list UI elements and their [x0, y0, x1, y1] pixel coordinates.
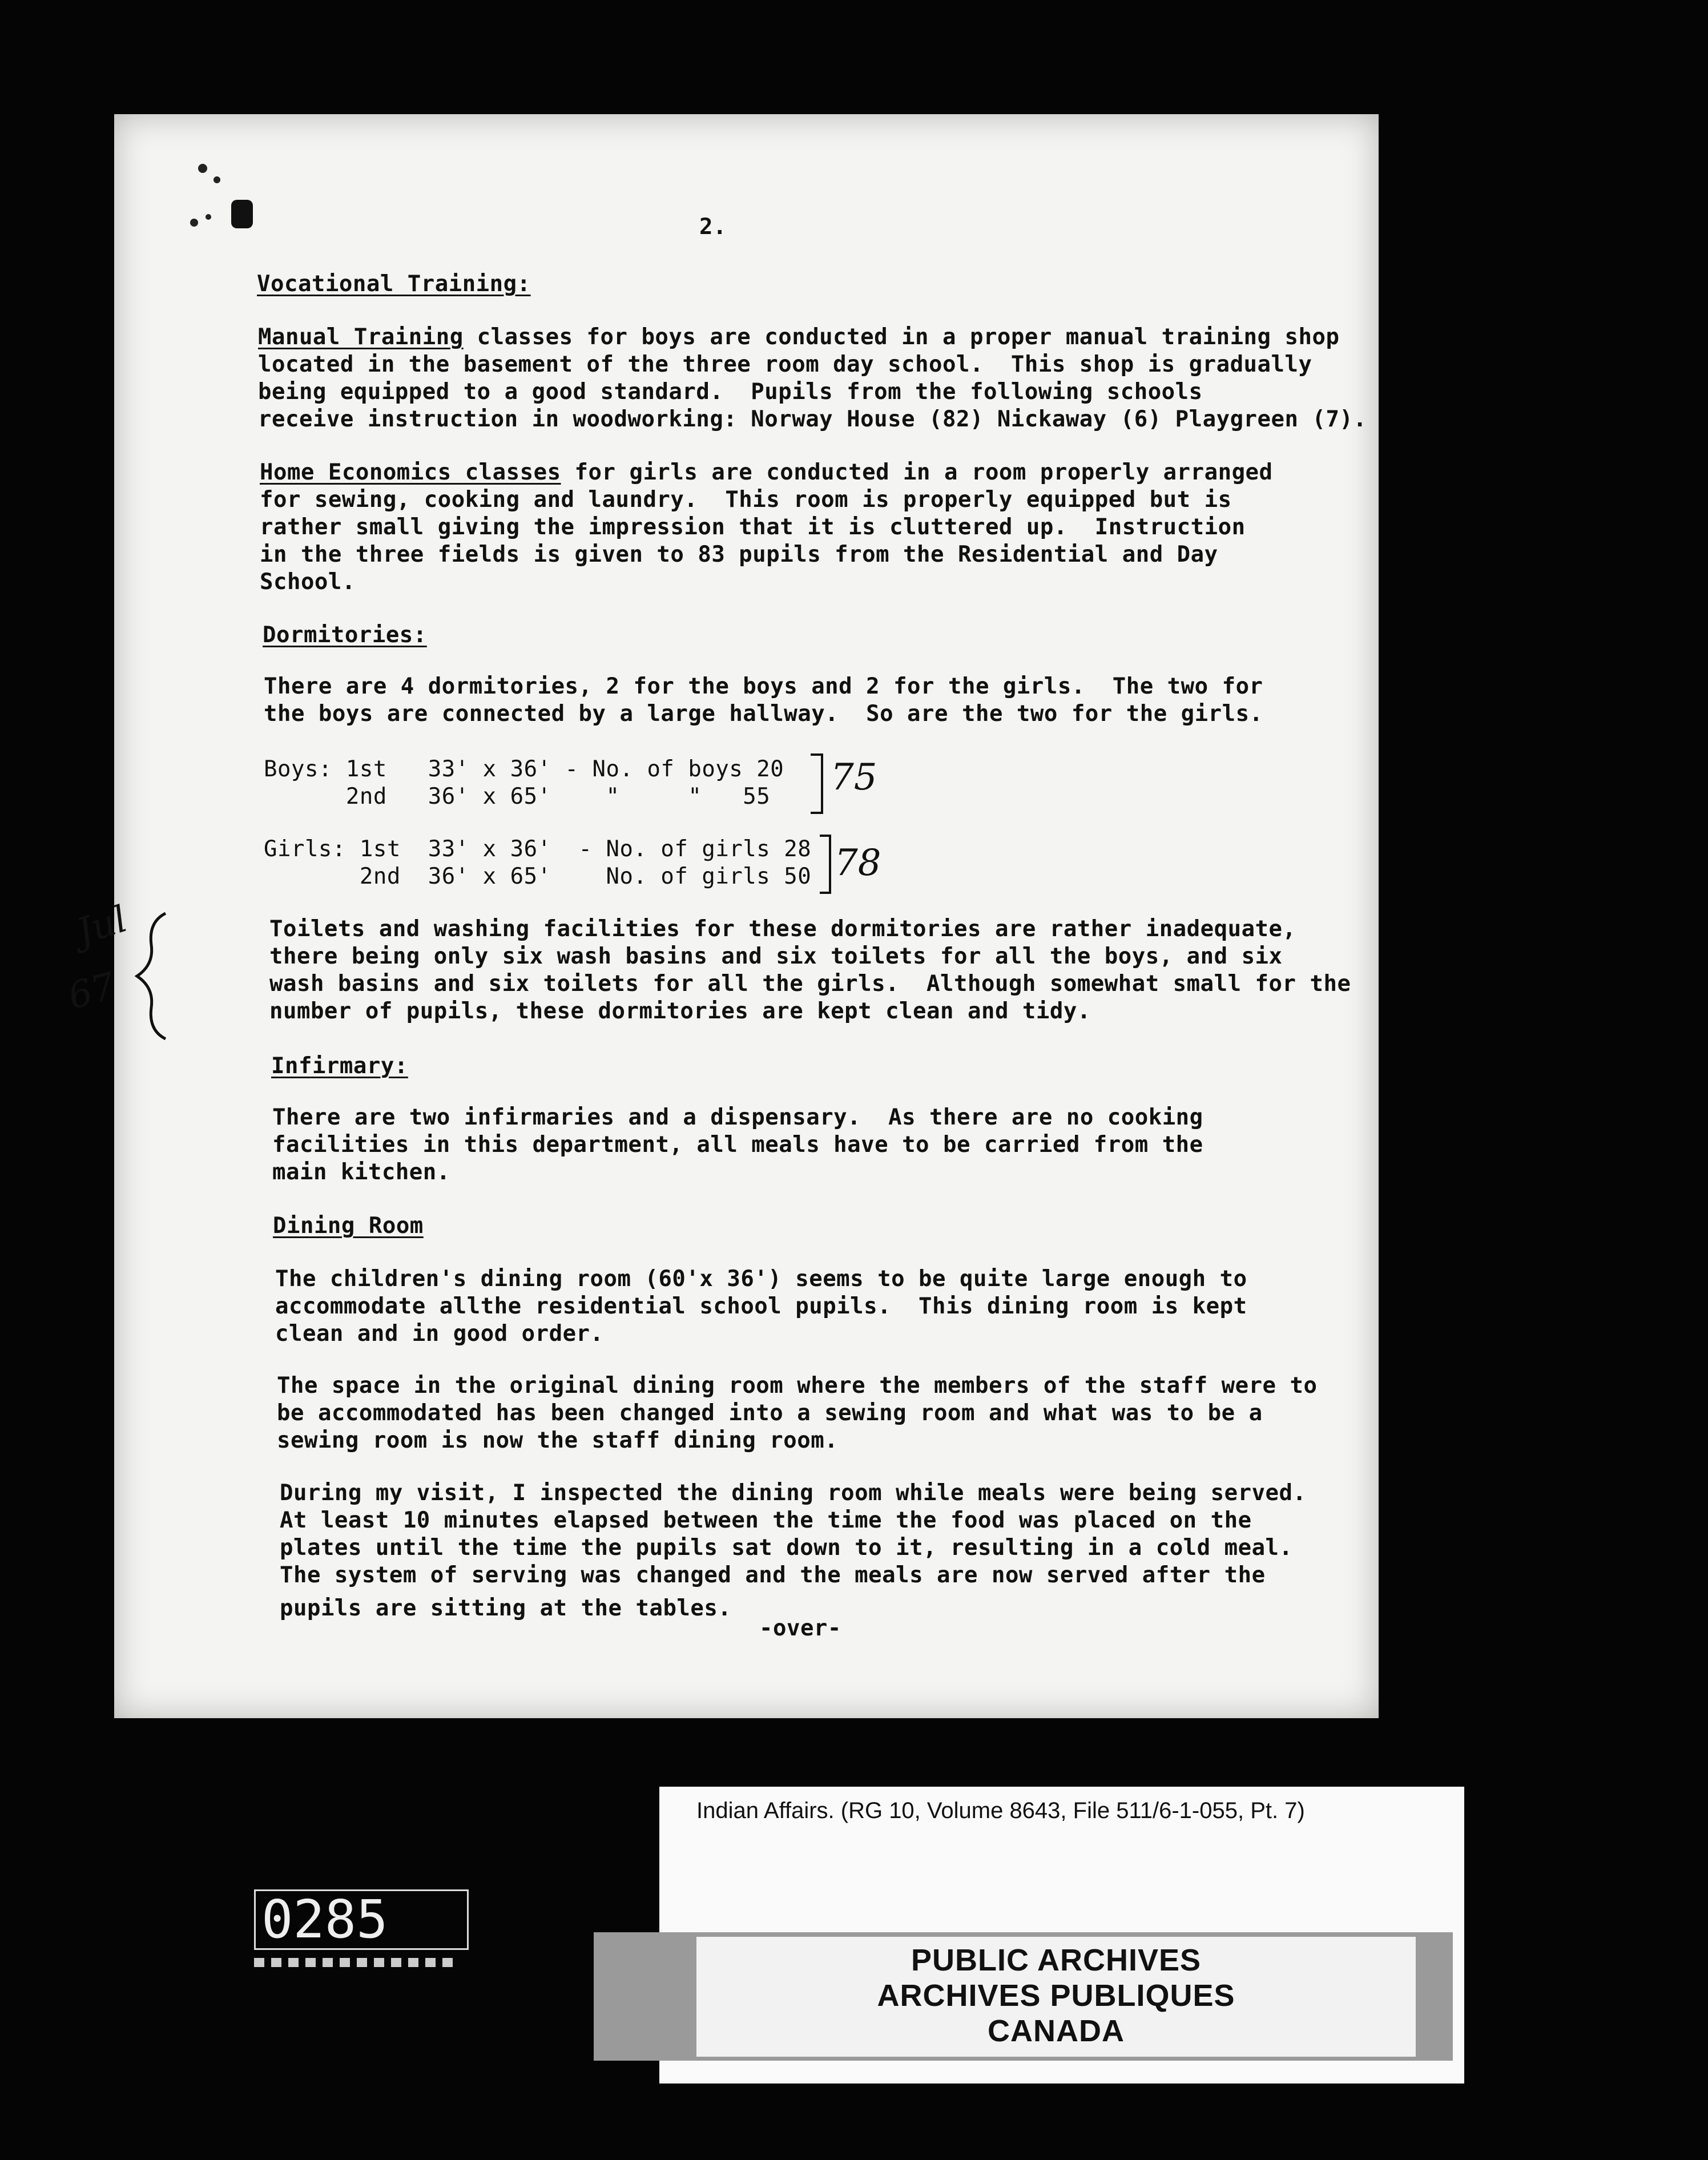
stamp-line-3: CANADA: [988, 2014, 1125, 2048]
archive-stamp-band: [594, 1932, 1453, 2061]
heading-dormitories: Dormitories:: [263, 622, 427, 648]
page-number: 2.: [699, 214, 727, 240]
toilets-line-4: number of pupils, these dormitories are kept clean and tidy.: [269, 998, 1091, 1024]
archive-reference: Indian Affairs. (RG 10, Volume 8643, File 511/6-1-055, Pt. 7): [696, 1798, 1305, 1823]
dining-p1-line-3: clean and in good order.: [275, 1321, 604, 1347]
margin-brace-icon: [126, 910, 177, 1042]
film-perforation-ticks: [254, 1958, 460, 1967]
heading-infirmary: Infirmary:: [271, 1053, 408, 1079]
girls-bracket: [820, 835, 831, 894]
dining-p3-line-2: At least 10 minutes elapsed between the time the food was placed on the: [280, 1508, 1252, 1533]
home-line-1: for girls are conducted in a room properly arranged: [561, 460, 1273, 485]
heading-dining-room: Dining Room: [273, 1213, 424, 1239]
girls-row-1: Girls: 1st 33' x 36' - No. of girls 28: [264, 836, 812, 862]
handwritten-margin-note-top: Jul: [71, 898, 132, 954]
handwritten-girls-total: 78: [835, 842, 881, 884]
manual-line-2: located in the basement of the three room day school. This shop is gradually: [258, 352, 1312, 377]
infirmary-line-3: main kitchen.: [272, 1159, 450, 1185]
document-page: [63, 114, 1379, 1718]
dining-p3-line-1: During my visit, I inspected the dining room while meals were being served.: [280, 1480, 1307, 1506]
archive-stamp: [696, 1937, 1416, 2057]
dining-p1-line-1: The children's dining room (60'x 36') seems to be quite large enough to: [275, 1266, 1247, 1292]
dining-p3-line-4: The system of serving was changed and the meals are now served after the: [280, 1562, 1266, 1588]
boys-row-2: 2nd 36' x 65' " " 55: [264, 784, 771, 809]
home-line-5: School.: [260, 569, 356, 595]
heading-vocational-training: Vocational Training:: [257, 271, 531, 297]
ink-blot-icon: [183, 154, 263, 245]
dorm-line-2: the boys are connected by a large hallway. So are the two for the girls.: [264, 701, 1263, 727]
manual-line-4: receive instruction in woodworking: Norway House (82) Nickaway (6) Playgreen (7).: [258, 406, 1367, 432]
boys-bracket: [811, 753, 823, 814]
toilets-line-1: Toilets and washing facilities for these dormitories are rather inadequate,: [269, 916, 1296, 942]
manual-training-paragraph: [258, 324, 1339, 350]
infirmary-line-2: facilities in this department, all meals have to be carried from the: [272, 1132, 1203, 1158]
home-economics-lead: Home Economics classes: [260, 460, 561, 485]
footer-over: -over-: [759, 1615, 841, 1641]
dining-p2-line-2: be accommodated has been changed into a sewing room and what was to be a: [277, 1400, 1263, 1426]
boys-row-1: Boys: 1st 33' x 36' - No. of boys 20: [264, 756, 784, 782]
stamp-line-2: ARCHIVES PUBLIQUES: [877, 1978, 1235, 2013]
frame-counter: 0285: [254, 1889, 469, 1950]
manual-line-1: classes for boys are conducted in a proper manual training shop: [463, 324, 1340, 350]
stamp-line-1: PUBLIC ARCHIVES: [911, 1943, 1202, 1977]
dining-p2-line-1: The space in the original dining room where the members of the staff were to: [277, 1373, 1318, 1399]
girls-row-2: 2nd 36' x 65' No. of girls 50: [264, 864, 812, 889]
dorm-line-1: There are 4 dormitories, 2 for the boys and 2 for the girls. The two for: [264, 674, 1263, 699]
dining-p3-line-5: pupils are sitting at the tables.: [280, 1595, 732, 1621]
toilets-line-3: wash basins and six toilets for all the girls. Although somewhat small for the: [269, 971, 1351, 997]
dining-p2-line-3: sewing room is now the staff dining room.: [277, 1428, 839, 1453]
home-line-4: in the three fields is given to 83 pupils from the Residential and Day: [260, 542, 1218, 567]
toilets-line-2: there being only six wash basins and six toilets for all the boys, and six: [269, 944, 1283, 969]
dining-p3-line-3: plates until the time the pupils sat down to it, resulting in a cold meal.: [280, 1535, 1293, 1561]
handwritten-margin-note-bottom: 67: [63, 965, 120, 1018]
handwritten-boys-total: 75: [831, 756, 877, 799]
infirmary-line-1: There are two infirmaries and a dispensary. As there are no cooking: [272, 1105, 1203, 1130]
home-line-3: rather small giving the impression that it is cluttered up. Instruction: [260, 514, 1246, 540]
manual-line-3: being equipped to a good standard. Pupils from the following schools: [258, 379, 1203, 405]
dining-p1-line-2: accommodate allthe residential school pupils. This dining room is kept: [275, 1293, 1247, 1319]
home-economics-paragraph: [260, 460, 1273, 485]
manual-training-lead: Manual Training: [258, 324, 464, 350]
home-line-2: for sewing, cooking and laundry. This room is properly equipped but is: [260, 487, 1232, 513]
